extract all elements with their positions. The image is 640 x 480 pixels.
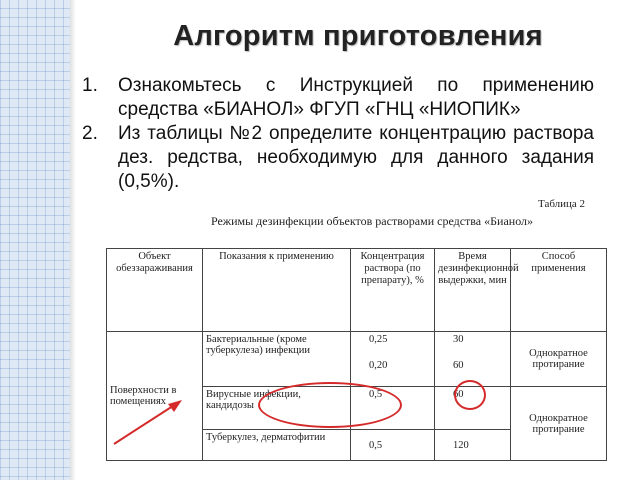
decorative-left-strip	[0, 0, 70, 480]
step-text: Ознакомьтесь с Инструкцией по применению средства «БИАНОЛ» ФГУП «ГНЦ «НИОПИК»	[118, 75, 594, 120]
header-object: Объект обеззараживания	[107, 249, 203, 332]
slide	[76, 0, 640, 480]
slide-title: Алгоритм приготовления	[173, 20, 543, 52]
time-cell: 60	[435, 387, 511, 430]
indication-cell: Туберкулез, дерматофитии	[203, 430, 351, 461]
method-cell: Однократное протирание	[511, 387, 607, 461]
time-value: 60	[453, 360, 464, 371]
header-concentration: Концентрация раствора (по препарату), %	[351, 249, 435, 332]
time-cell: 120	[435, 430, 511, 461]
table-caption: Таблица 2	[538, 198, 586, 210]
header-time: Время дезинфекционной выдержки, мин	[435, 249, 511, 332]
red-arrow-icon	[76, 0, 640, 480]
indication-cell: Вирусные инфекции, кандидозы	[203, 387, 351, 430]
step-number: 1.	[82, 75, 98, 96]
indication-cell: Бактериальные (кроме туберкулеза) инфекции	[203, 332, 351, 387]
time-value: 30	[453, 334, 464, 345]
header-indication: Показания к применению	[203, 249, 351, 332]
step-text: Из таблицы №2 определите концентрацию раствора дез. редства, необходимую для данного задания (0,5%).	[118, 123, 594, 192]
header-method: Способ применения	[511, 249, 607, 332]
table-title: Режимы дезинфекции объектов растворами средства «Бианол»	[210, 214, 534, 228]
method-cell: Однократное протирание	[511, 332, 607, 387]
concentration-value: 0,20	[369, 360, 388, 371]
object-cell: Поверхности в помещениях	[107, 332, 203, 461]
step-number: 2.	[82, 123, 98, 144]
concentration-cell: 0,5	[351, 430, 435, 461]
concentration-value: 0,25	[369, 334, 388, 345]
concentration-cell: 0,5	[351, 387, 435, 430]
